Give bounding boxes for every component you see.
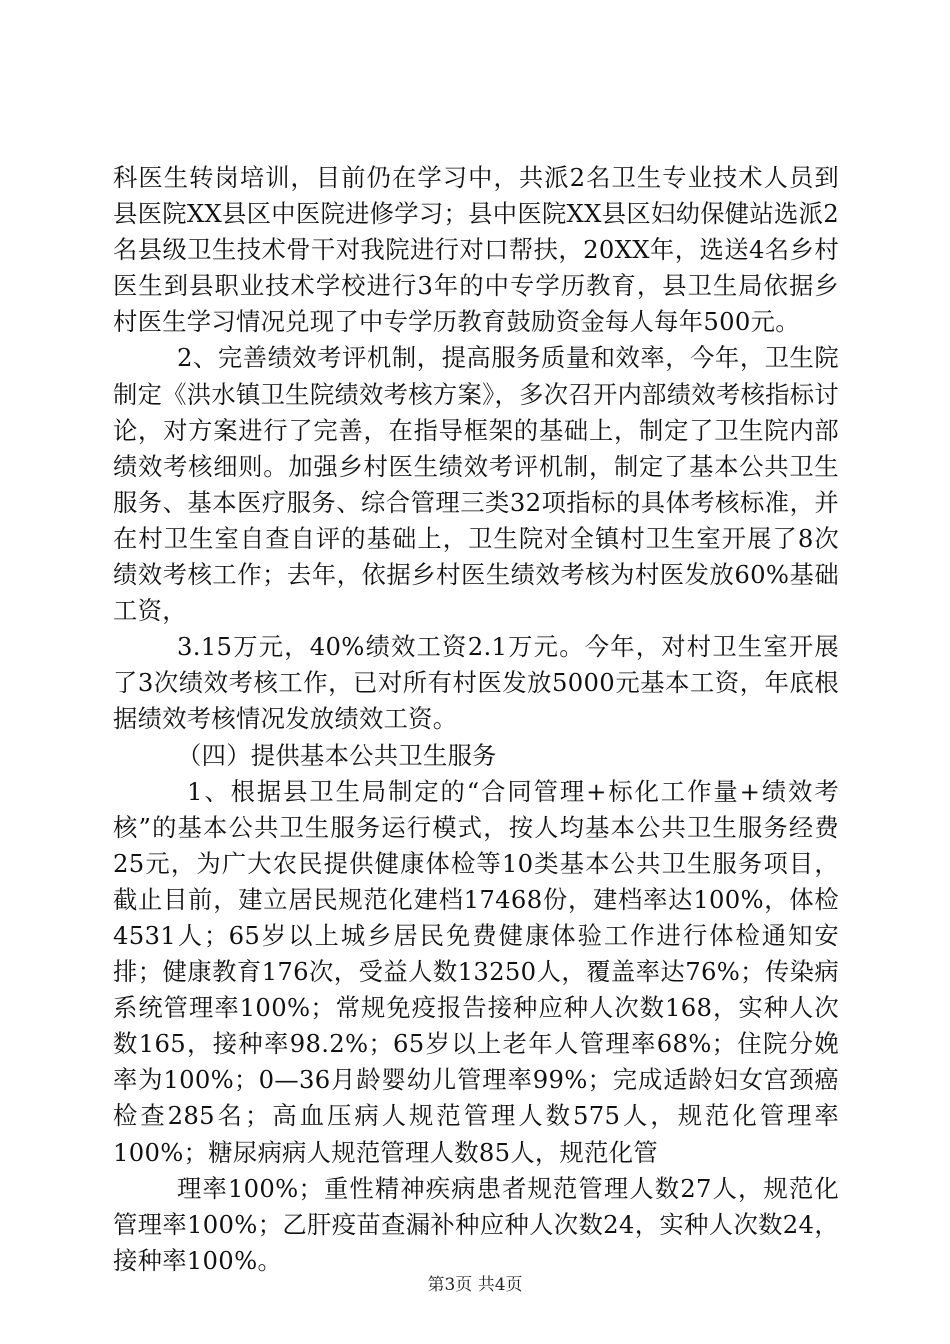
paragraph-training: 科医生转岗培训，目前仍在学习中，共派2名卫生专业技术人员到县医院XX县区中医院进修学习；县中医院XX县区妇幼保健站选派2名县级卫生技术骨干对我院进行对口帮扶，20XX年，选送4名乡村医生到县职业技术学校进行3年的中专学历教育，县卫生局依据乡村医生学习情况兑现了中专学历教育鼓励资金每人每年500元。 xyxy=(113,163,839,337)
paragraph-wages: 3.15万元，40%绩效工资2.1万元。今年，对村卫生室开展了3次绩效考核工作，已对所有村医发放5000元基本工资，年底根据绩效考核情况发放绩效工资。 xyxy=(113,632,839,734)
paragraph-performance: 2、完善绩效考评机制，提高服务质量和效率，今年，卫生院制定《洪水镇卫生院绩效考核方案》，多次召开内部绩效考核指标讨论，对方案进行了完善，在指导框架的基础上，制定了卫生院内部绩效考核细则。加强乡村医生绩效考评机制，制定了基本公共卫生服务、基本医疗服务、综合管理三类32项指标的具体考核标准，并在村卫生室自查自评的基础上，卫生院对全镇村卫生室开展了8次绩效考核工作；去年，依据乡村医生绩效考核为村医发放60%基础工资， xyxy=(113,343,839,626)
paragraph-management-rates: 理率100%；重性精神疾病患者规范管理人数27人，规范化管理率100%；乙肝疫苗查漏补种应种人次数24，实种人次数24，接种率100%。 xyxy=(113,1173,839,1275)
page-number-footer: 第3页 共4页 xyxy=(427,1275,523,1295)
paragraph-public-health-services: 1、根据县卫生局制定的“合同管理+标化工作量+绩效考核”的基本公共卫生服务运行模式，按人均基本公共卫生服务经费25元，为广大农民提供健康体检等10类基本公共卫生服务项目，截止目前，建立居民规范化建档17468份，建档率达100%，体检4531人；65岁以上城乡居民免费健康体验工作进行体检通知安排；健康教育176次，受益人数13250人，覆盖率达76%；传染病系统管理率100%；常规免疫报告接种应种人次数168，实种人次数165，接种率98.2%；65岁以上老年人管理率68%；住院分娩率为100%；0—36月龄婴幼儿管理率99%；完成适龄妇女宫颈癌检查285名；高血压病人规范管理人数575人，规范化管理率100%；糖尿病病人规范管理人数85人，规范化管 xyxy=(113,776,839,1167)
document-body xyxy=(113,160,839,1279)
section-heading-public-health: （四）提供基本公共卫生服务 xyxy=(177,740,497,770)
